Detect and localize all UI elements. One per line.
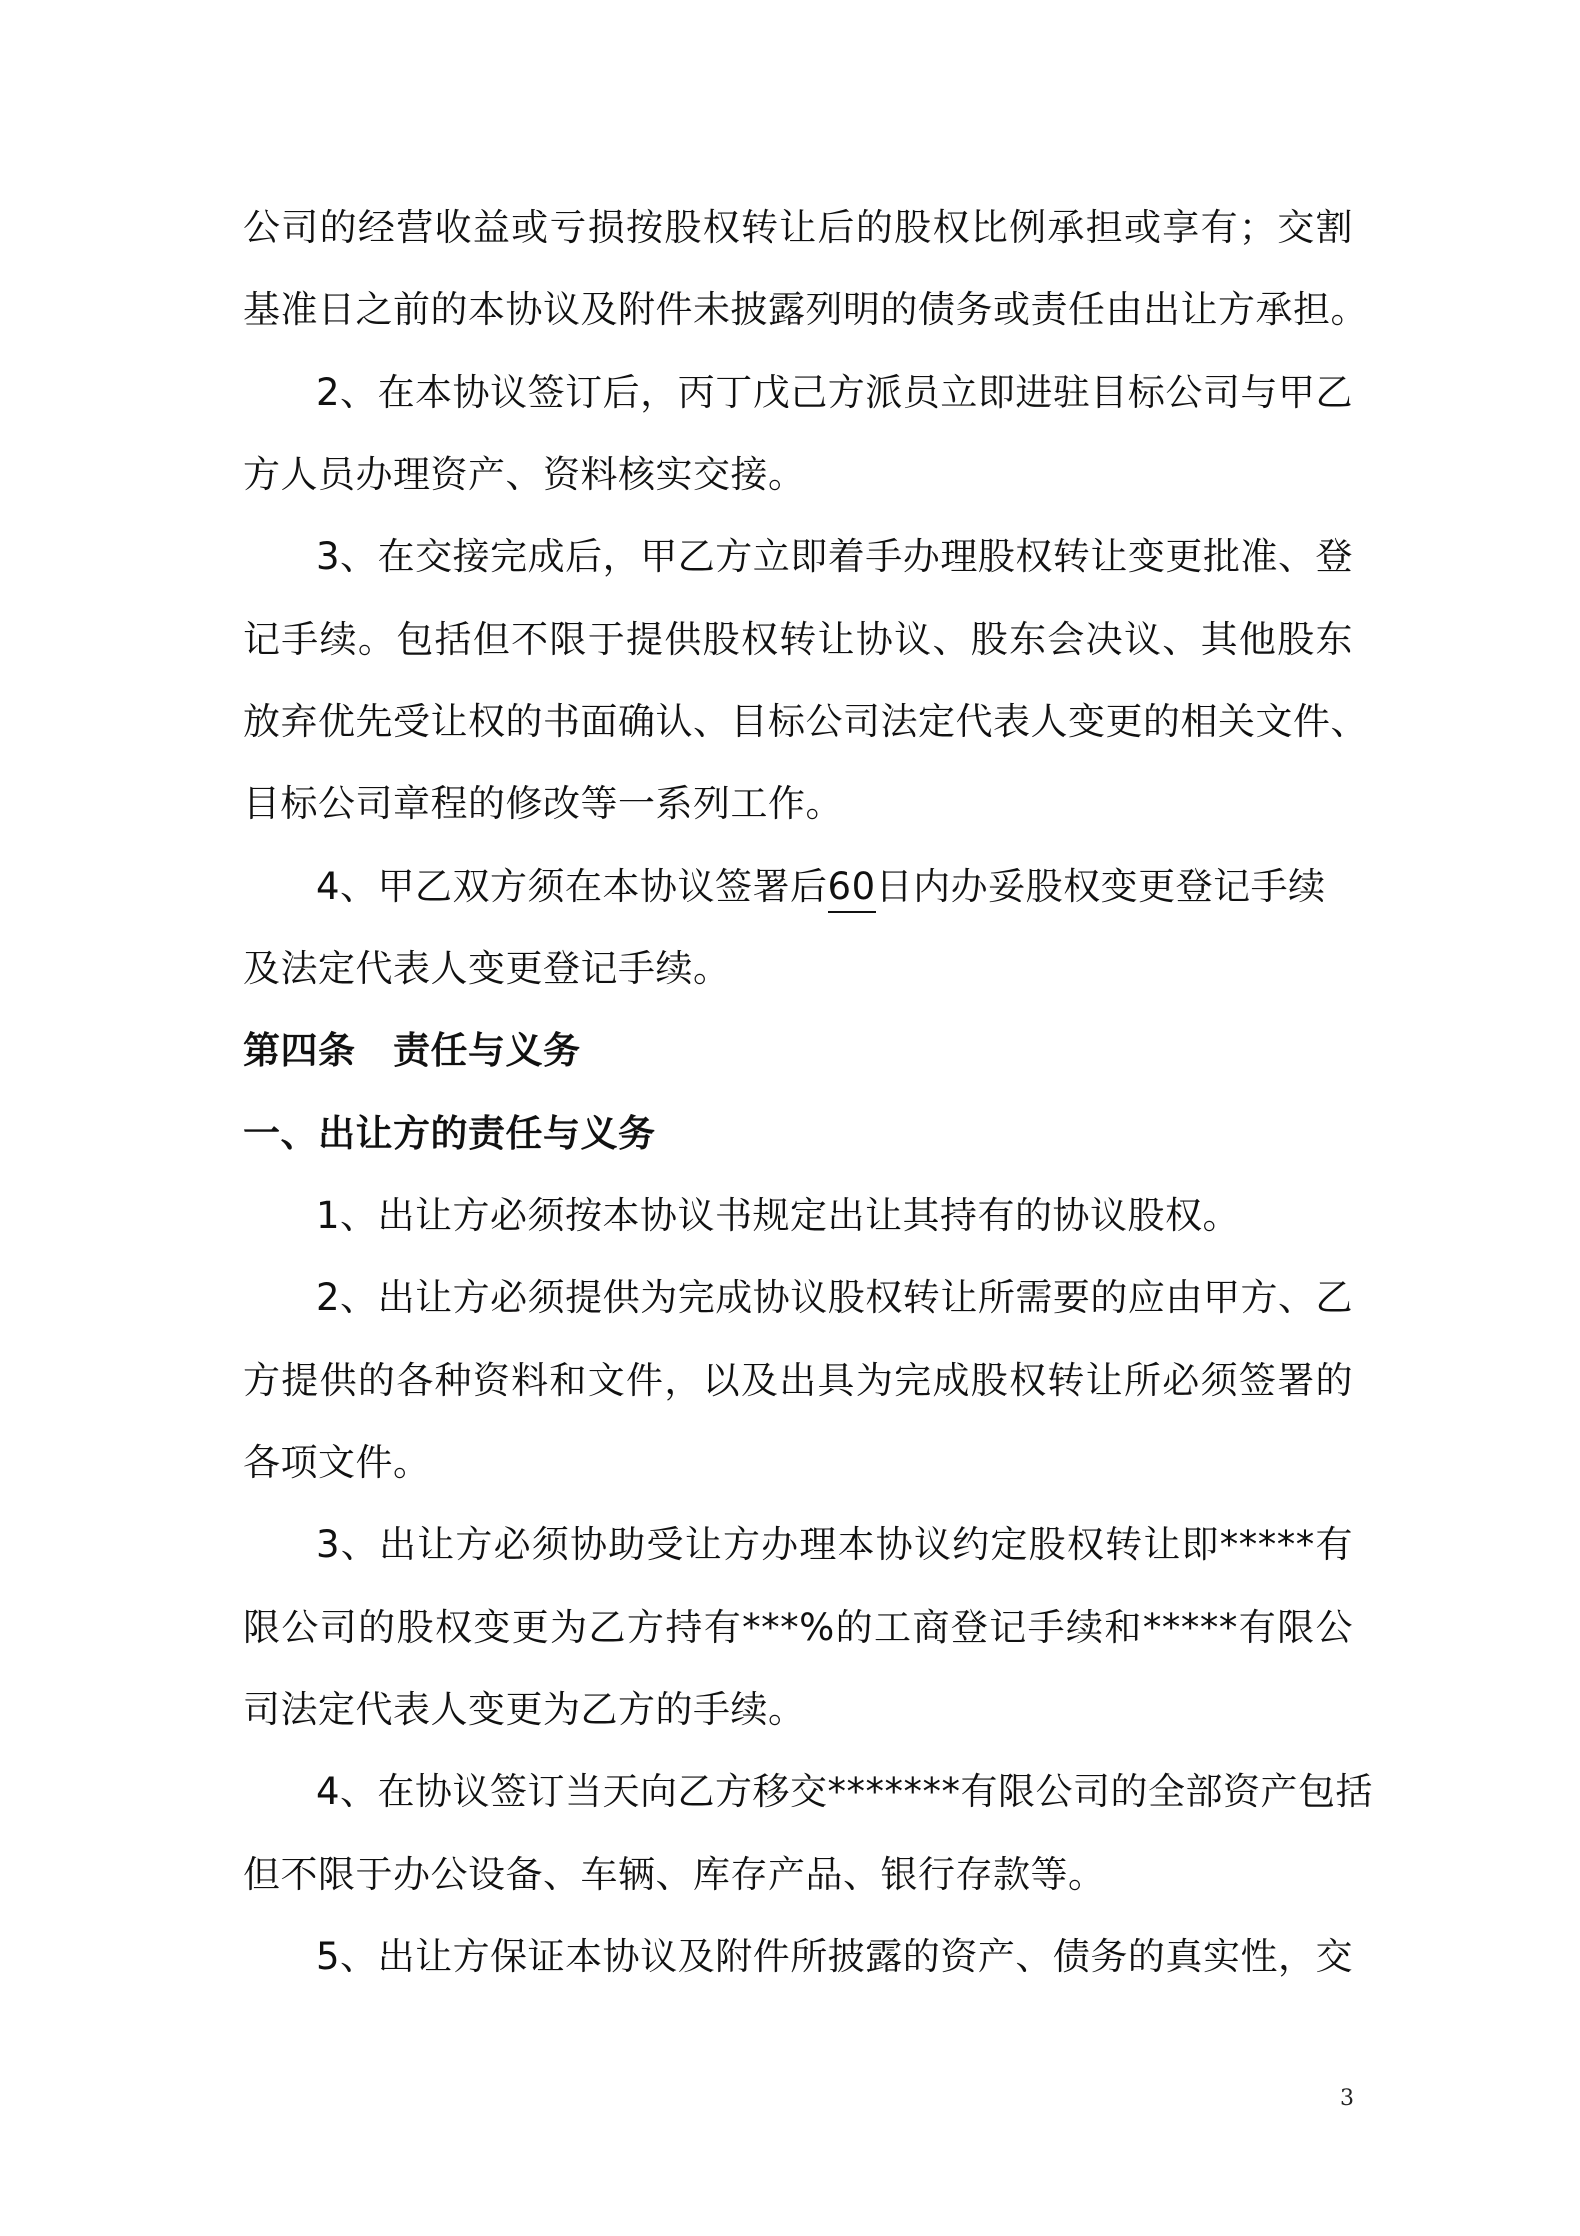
paragraph-line: 方人员办理资产、资料核实交接。 <box>243 453 806 496</box>
paragraph-line: 4、在协议签订当天向乙方移交*******有限公司的全部资产包括 <box>316 1770 1374 1813</box>
paragraph-line: 基准日之前的本协议及附件未披露列明的债务或责任由出让方承担。 <box>243 288 1368 331</box>
section-heading: 第四条 责任与义务 <box>243 1029 581 1072</box>
paragraph-line: 2、在本协议签订后，丙丁戊己方派员立即进驻目标公司与甲乙 <box>316 371 1353 414</box>
line-text: 日内办妥股权变更登记手续 <box>875 865 1326 908</box>
paragraph-line: 司法定代表人变更为乙方的手续。 <box>243 1688 806 1731</box>
line-text: 4、甲乙双方须在本协议签署后 <box>316 865 828 908</box>
paragraph-line: 限公司的股权变更为乙方持有***%的工商登记手续和*****有限公 <box>243 1606 1353 1649</box>
paragraph-line: 3、出让方必须协助受让方办理本协议约定股权转让即*****有 <box>316 1523 1353 1566</box>
paragraph-line: 2、出让方必须提供为完成协议股权转让所需要的应由甲方、乙 <box>316 1276 1353 1319</box>
paragraph-line: 及法定代表人变更登记手续。 <box>243 947 731 990</box>
paragraph-line: 记手续。包括但不限于提供股权转让协议、股东会决议、其他股东 <box>243 618 1353 661</box>
paragraph-line: 1、出让方必须按本协议书规定出让其持有的协议股权。 <box>316 1194 1241 1237</box>
paragraph-line: 但不限于办公设备、车辆、库存产品、银行存款等。 <box>243 1853 1106 1896</box>
subsection-heading: 一、出让方的责任与义务 <box>243 1112 656 1155</box>
paragraph-line: 放弃优先受让权的书面确认、目标公司法定代表人变更的相关文件、 <box>243 700 1368 743</box>
page-number: 3 <box>1340 2086 1354 2111</box>
paragraph-line: 各项文件。 <box>243 1441 431 1484</box>
paragraph-line <box>316 857 1353 917</box>
paragraph-line: 5、出让方保证本协议及附件所披露的资产、债务的真实性，交 <box>316 1935 1353 1978</box>
paragraph-line: 目标公司章程的修改等一系列工作。 <box>243 782 843 825</box>
paragraph-line: 3、在交接完成后，甲乙方立即着手办理股权转让变更批准、登 <box>316 535 1353 578</box>
underlined-days: 60 <box>828 863 876 913</box>
paragraph-line: 方提供的各种资料和文件，以及出具为完成股权转让所必须签署的 <box>243 1359 1353 1402</box>
paragraph-line: 公司的经营收益或亏损按股权转让后的股权比例承担或享有；交割 <box>243 206 1353 249</box>
